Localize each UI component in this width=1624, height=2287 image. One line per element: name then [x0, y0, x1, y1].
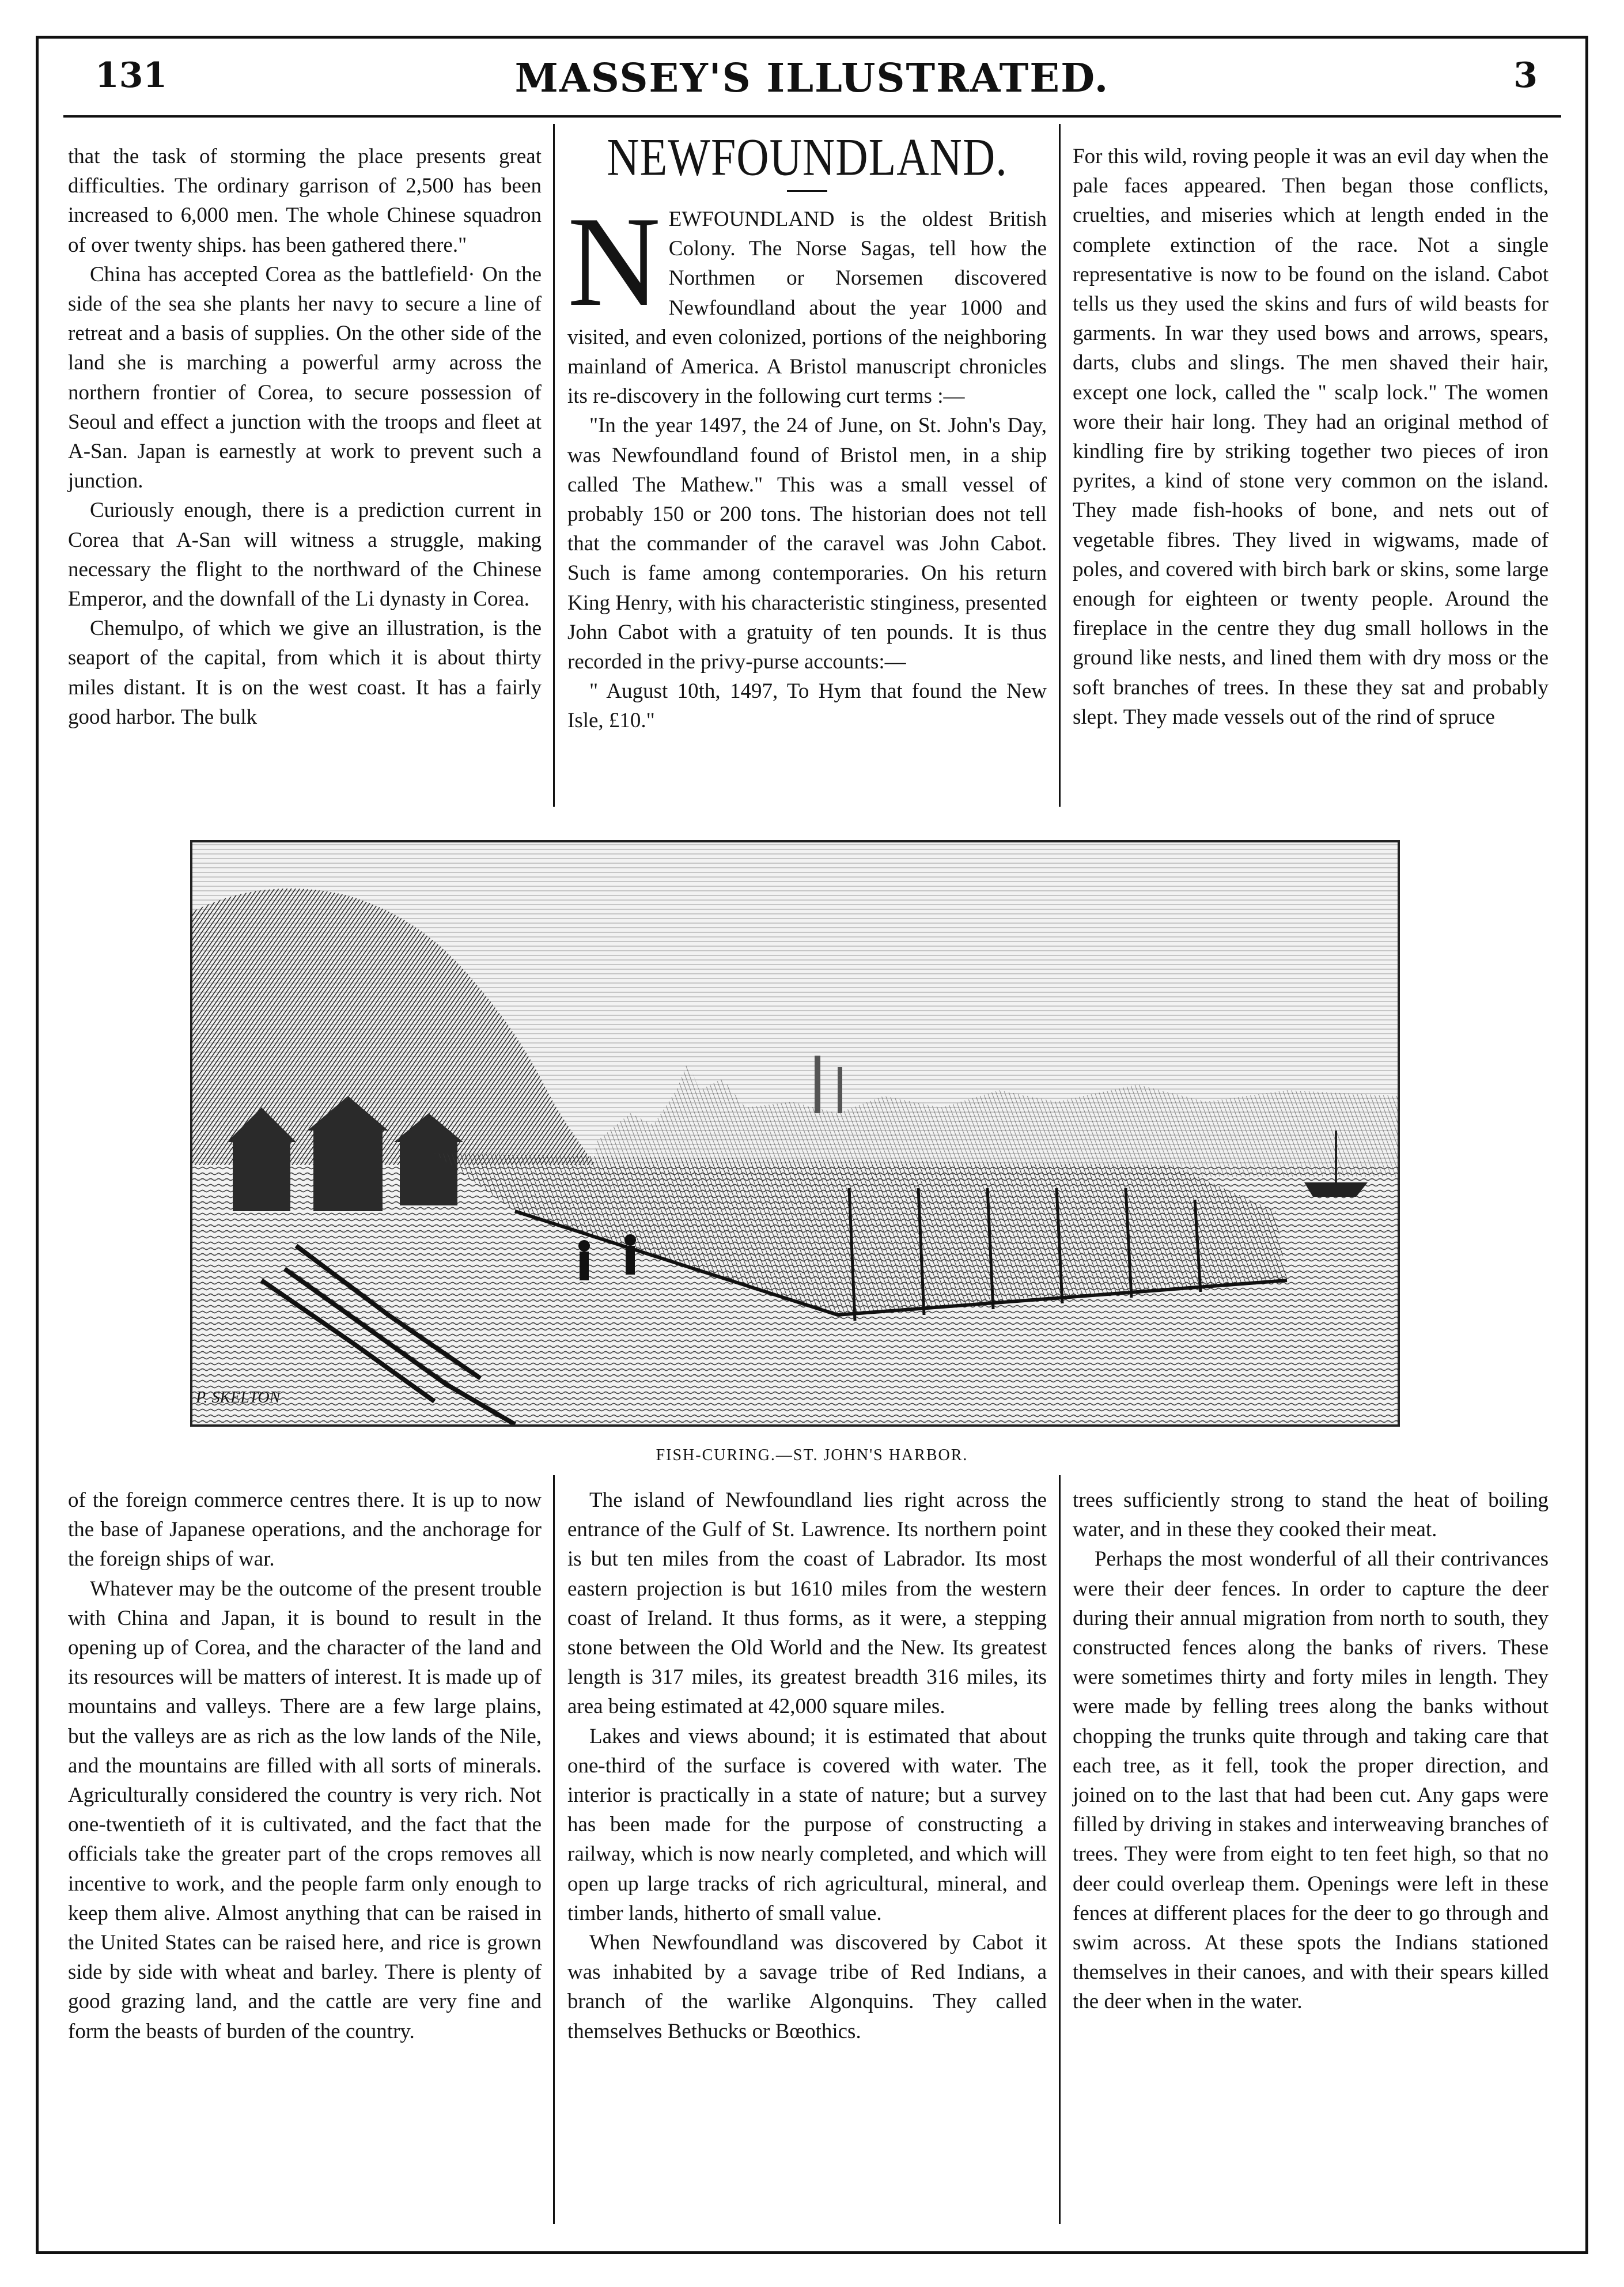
paragraph: of the foreign commerce centres there. It is up to now the base of Japanese operations, and the anchorage for the foreign ships of war.	[68, 1488, 542, 1571]
article-title: NEWFOUNDLAND.	[607, 127, 1008, 187]
paragraph: Perhaps the most wonderful of all their contrivances were their deer fences. In order to capture the deer during their annual migration from north to south, they constructed fences along the banks of rivers. These were sometimes thirty and forty miles in length. They were made by felling trees along the banks without chopping the trunks quite through and taking care that each tree, as it fell, took the proper direction, and joined on to the last that had been cut. Any gaps were filled by driving in stakes and interweaving branches of trees. They were from eight to ten feet high, so that no deer could overleap them. Openings were left in these fences at different places for the deer to go through and swim across. At these spots the Indians stationed themselves in their canoes, and with their spears killed the deer when in the water.	[1073, 1547, 1549, 2014]
paragraph: For this wild, roving people it was an evil day when the pale faces appeared. Then began those conflicts, cruelties, and miseries which at length ended in the complete extinction of the race. Not a single representative is now to be found on the island. Cabot tells us they used the skins and furs of wild beasts for garments. In war they used bows and arrows, spears, darts, clubs and slings. The men shaved their hair, except one lock, called the " scalp lock." The women wore their hair long. They had an original method of kindling fire by striking together two pieces of iron pyrites, a kind of stone very common on the island. They made fish-hooks of bone, and nets out of vegetable fibres. They lived in wigwams, made of poles, and covered with birch bark or skins, some large enough for eighteen or twenty people. Around the fireplace in the centre they dug small hollows in the ground like nests, and lined them with dry moss or the soft branches of trees. In these they sat and probably slept. They made vessels out of the rind of spruce	[1073, 145, 1549, 729]
paragraph: China has accepted Corea as the battlefield· On the side of the sea she plants her navy to secure a line of retreat and a basis of supplies. On the other side of the land she is marching a powerful army across the northern frontier of Corea, to secure possession of Seoul and effect a junction with the troops and fleet at A-San. Japan is earnestly at work to prevent such a junction.	[68, 262, 542, 493]
harbor-illustration	[190, 840, 1400, 1427]
engraving-image	[192, 842, 1398, 1424]
border-left	[36, 36, 39, 2254]
top-column-3	[1073, 142, 1549, 732]
column-divider	[553, 1475, 555, 2224]
lead-paragraph-text: EWFOUNDLAND is the oldest British Colony. The Norse Sagas, tell how the Northmen or Norsemen discovered Newfoundland about the year 1000 and visited, and even colonized, portions of the neighboring mainland of America. A Bristol manuscript chronicles its re-discovery in the following curt terms :—	[567, 207, 1047, 409]
column-divider	[553, 124, 555, 807]
bottom-column-2	[567, 1485, 1047, 2046]
page-number-right: 3	[1513, 55, 1538, 96]
bottom-column-3	[1073, 1485, 1549, 2017]
top-column-2	[567, 126, 1047, 736]
paragraph: Lakes and views abound; it is estimated that about one-third of the surface is covered with water. The interior is practically in a state of nature; but a survey has been made for the purpose of constructing a railway, which is now nearly completed, and which will open up large tracks of rich agricultural, mineral, and timber lands, hitherto of small value.	[567, 1724, 1047, 1925]
drop-cap: N	[567, 190, 661, 333]
paragraph: "In the year 1497, the 24 of June, on St. John's Day, was Newfoundland found of Bristol men, in a ship called The Mathew." This was a small vessel of probably 150 or 200 tons. The historian does not tell that the commander of the caravel was John Cabot. Such is fame among contemporaries. On his return King Henry, with his characteristic stinginess, presented John Cabot with a gratuity of ten pounds. It is thus recorded in the privy-purse accounts:—	[567, 414, 1047, 674]
bottom-column-1	[68, 1485, 542, 2046]
title-divider	[787, 190, 827, 192]
top-column-1	[68, 142, 542, 732]
paragraph: The island of Newfoundland lies right across the entrance of the Gulf of St. Lawrence. Its northern point is but ten miles from the coast of Labrador. Its most eastern projection is but 1610 miles from the western coast of Ireland. It thus forms, as it were, a stepping stone between the Old World and the New. Its greatest length is 317 miles, its greatest breadth 316 miles, its area being estimated at 42,000 square miles.	[567, 1488, 1047, 1719]
paragraph: Curiously enough, there is a prediction current in Corea that A-San will witness a struggle, making necessary the flight to the northward of the Chinese Emperor, and the downfall of the Li dynasty in Corea.	[68, 498, 542, 611]
masthead-title: MASSEY'S ILLUSTRATED.	[514, 55, 1110, 101]
paragraph: that the task of storming the place presents great difficulties. The ordinary garrison of 2,500 has been increased to 6,000 men. The whole Chinese squadron of over twenty ships. has been gathered there."	[68, 145, 542, 257]
border-bottom	[36, 2251, 1588, 2254]
header-rule	[63, 115, 1561, 118]
page-number-left: 131	[95, 55, 168, 96]
paragraph: trees sufficiently strong to stand the heat of boiling water, and in these they cooked their meat.	[1073, 1488, 1549, 1542]
paragraph: When Newfoundland was discovered by Cabot it was inhabited by a savage tribe of Red Indians, a branch of the warlike Algonquins. They called themselves Bethucks or Bœothics.	[567, 1931, 1047, 2043]
column-divider	[1059, 124, 1061, 807]
paragraph: " August 10th, 1497, To Hym that found the New Isle, £10."	[567, 679, 1047, 733]
engraver-signature: P. SKELTON	[196, 1389, 281, 1407]
border-top	[36, 36, 1588, 39]
lead-paragraph	[567, 190, 1047, 411]
paragraph: Whatever may be the outcome of the present trouble with China and Japan, it is bound to result in the opening up of Corea, and the character of the land and its resources will be matters of interest. It is made up of mountains and valleys. There are a few large plains, but the valleys are as rich as the low lands of the Nile, and the mountains are filled with all sorts of minerals. Agriculturally considered the country is very rich. Not one-twentieth of it is cultivated, and the fact that the officials take the greater part of the crops removes all incentive to work, and the people farm only enough to keep them alive. Almost anything that can be raised in the United States can be raised here, and rice is grown side by side with wheat and barley. There is plenty of good grazing land, and the cattle are very fine and form the beasts of burden of the country.	[68, 1577, 542, 2043]
paragraph: Chemulpo, of which we give an illustration, is the seaport of the capital, from which it is about thirty miles distant. It is on the west coast. It has a fairly good harbor. The bulk	[68, 617, 542, 729]
border-right	[1585, 36, 1588, 2254]
illustration-caption: FISH-CURING.—ST. JOHN'S HARBOR.	[656, 1446, 968, 1464]
column-divider	[1059, 1475, 1061, 2224]
